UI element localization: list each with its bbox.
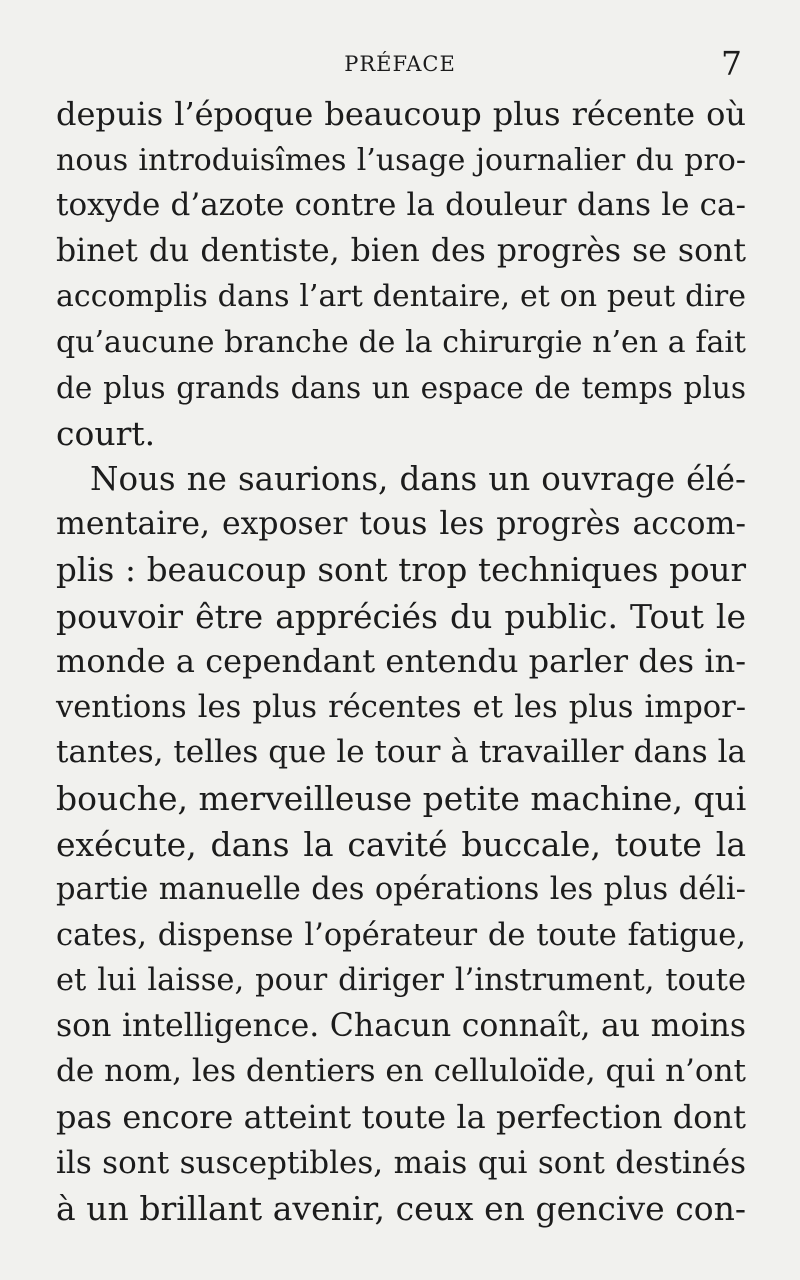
text-line: qu’aucune branche de la chirurgie n’en a fait [56,324,746,360]
text-line: accomplis dans l’art dentaire, et on peut dire [56,279,746,315]
text-line: plis : beaucoup sont trop techniques pour [56,550,746,589]
text-line: partie manuelle des opérations les plus déli- [56,872,746,908]
text-line: tantes, telles que le tour à travailler dans la [56,734,746,771]
paragraph-2 [56,457,746,1232]
text-line: ventions les plus récentes et les plus impor- [56,689,746,725]
text-line: court. [56,414,156,454]
text-line: pas encore atteint toute la perfection dont [56,1098,746,1137]
text-line: nous introduisîmes l’usage journalier du pro- [56,142,746,178]
text-line: à un brillant avenir, ceux en gencive con- [56,1189,746,1229]
text-line: exécute, dans la cavité buccale, toute la [56,824,746,864]
body-text [56,92,746,1232]
text-line: et lui laisse, pour diriger l’instrument, toute [56,963,746,999]
text-line: toxyde d’azote contre la douleur dans le ca- [56,187,746,224]
text-line: cates, dispense l’opérateur de toute fatigue, [56,917,746,953]
text-line: bouche, merveilleuse petite machine, qui [56,778,747,818]
text-line: Nous ne saurions, dans un ouvrage élé- [90,459,746,498]
running-title: PRÉFACE [344,52,456,76]
running-head [0,44,800,88]
text-line: mentaire, exposer tous les progrès accom- [56,506,746,543]
text-line: ils sont susceptibles, mais qui sont destinés [56,1144,746,1181]
text-line: binet du dentiste, bien des progrès se sont [56,232,746,269]
text-line: de plus grands dans un espace de temps plus [56,370,746,405]
text-line: pouvoir être appréciés du public. Tout le [56,596,746,636]
text-line: son intelligence. Chacun connaît, au moins [56,1007,746,1044]
paragraph-1 [56,92,746,457]
text-line: depuis l’époque beaucoup plus récente où [56,95,746,133]
text-line: monde a cependant entendu parler des in- [56,642,746,681]
page-number: 7 [721,44,742,83]
text-line: de nom, les dentiers en celluloïde, qui n’ont [56,1053,746,1090]
